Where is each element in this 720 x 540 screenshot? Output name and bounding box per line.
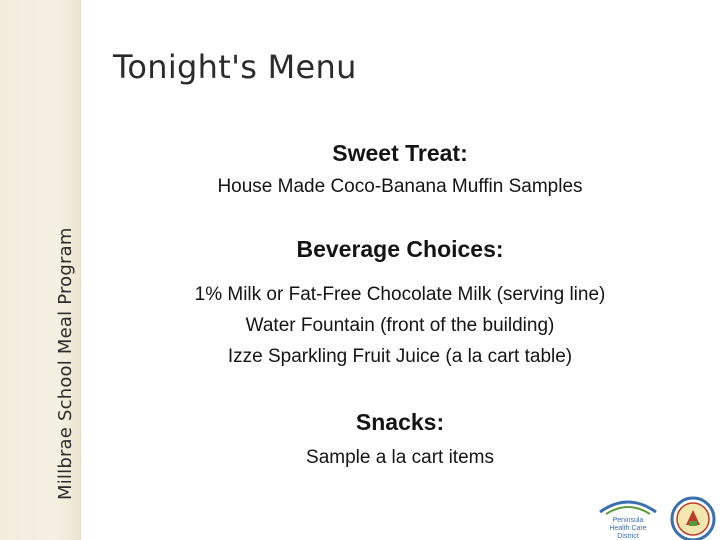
section-heading-snacks: Snacks: bbox=[355, 409, 445, 435]
section-heading-sweet-treat: Sweet Treat: bbox=[332, 140, 468, 166]
menu-content bbox=[80, 0, 720, 540]
logo-text-line1: Peninsula bbox=[612, 517, 644, 524]
logo-text-line2: Health Care bbox=[609, 525, 647, 532]
menu-item: Sample a la cart items bbox=[306, 447, 494, 468]
menu-item: Water Fountain (front of the building) bbox=[245, 315, 555, 336]
sidebar-band bbox=[0, 0, 81, 540]
page-title: Tonight's Menu bbox=[113, 48, 357, 86]
peninsula-health-care-logo bbox=[592, 494, 664, 540]
menu-item: House Made Coco-Banana Muffin Samples bbox=[217, 176, 583, 197]
menu-item: 1% Milk or Fat-Free Chocolate Milk (serving line) bbox=[194, 284, 606, 305]
program-name: Millbrae School Meal Program bbox=[55, 227, 76, 500]
menu-item: Izze Sparkling Fruit Juice (a la cart table) bbox=[227, 346, 573, 367]
logo-text-line3: District bbox=[617, 533, 639, 540]
section-heading-beverages: Beverage Choices: bbox=[296, 236, 504, 262]
school-seal-logo bbox=[668, 494, 718, 540]
